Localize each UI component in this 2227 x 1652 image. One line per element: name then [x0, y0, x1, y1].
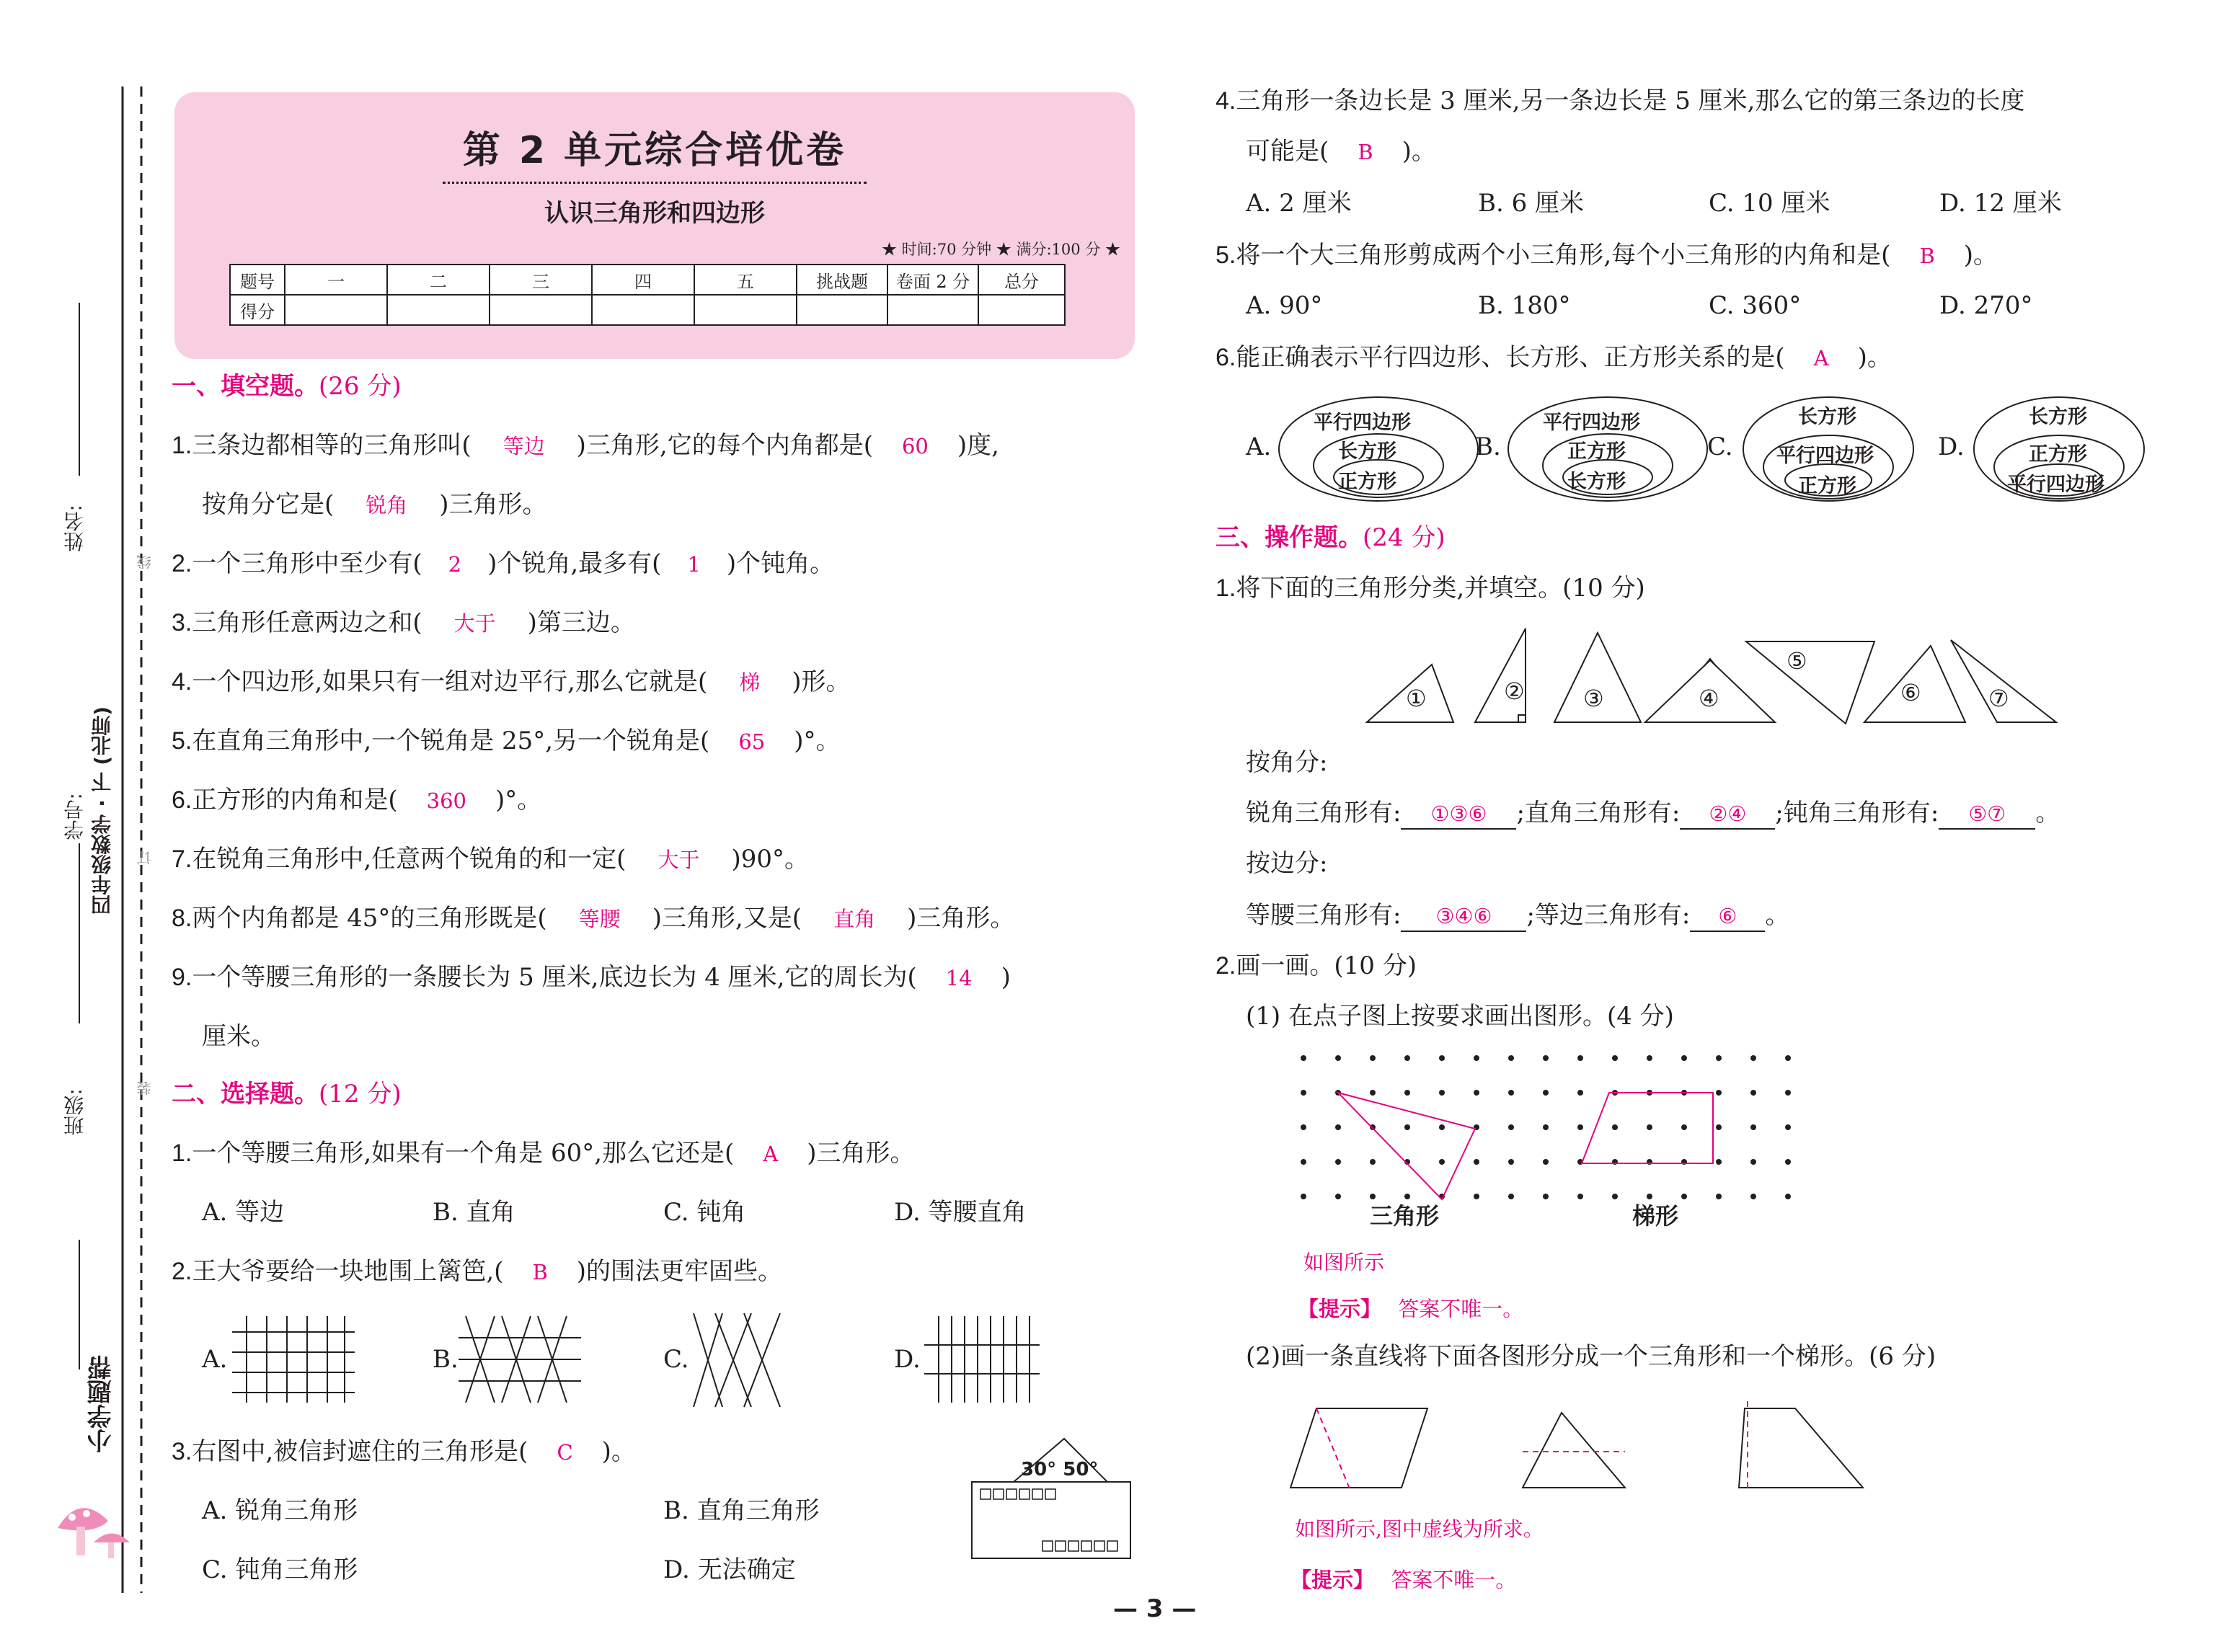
hint-label: 【提示】: [1298, 1297, 1382, 1321]
envelope-angle-label: 30° 50°: [1021, 1459, 1099, 1480]
triangle-5: [1746, 641, 1874, 724]
binding-mark-zhuang: 装: [136, 1081, 154, 1096]
angle-classification: 锐角三角形有: ①③⑥ ;直角三角形有: ②④ ;钝角三角形有: ⑤⑦ 。: [1246, 799, 2060, 830]
grid-dot: [1785, 1090, 1791, 1096]
score-table-score-row: [230, 295, 1065, 325]
grid-dot: [1785, 1159, 1791, 1165]
score-table-header-row: [230, 265, 1065, 295]
option-a[interactable]: A. 2 厘米: [1246, 189, 1352, 218]
title-divider: [443, 182, 867, 184]
grid-dot: [1716, 1194, 1722, 1199]
answer: 大于: [453, 611, 496, 636]
score-cell: 一: [285, 265, 387, 295]
page-number: — 3 —: [1113, 1594, 1197, 1623]
grid-dot: [1335, 1194, 1341, 1199]
shape-triangle: [1523, 1413, 1625, 1488]
s2-question-2: 2.王大爷要给一块地围上篱笆,( B )的围法更牢固些。: [172, 1257, 783, 1286]
answer: A: [1813, 346, 1829, 370]
fence-diagram-c: [694, 1313, 787, 1407]
score-cell: 三: [490, 265, 592, 295]
by-side-label: 按边分:: [1246, 849, 1328, 878]
grid-dot: [1543, 1194, 1549, 1199]
grid-dot: [1508, 1159, 1514, 1165]
grid-dot: [1474, 1194, 1479, 1199]
answer: C: [557, 1440, 573, 1465]
score-cell: 四: [592, 265, 694, 295]
section1-score: (26 分): [319, 372, 402, 401]
divide-shapes[interactable]: [1290, 1394, 1882, 1495]
venn-c-middle: 平行四边形: [1776, 445, 1874, 467]
s3-q2-part1: (1) 在点子图上按要求画出图形。(4 分): [1246, 1002, 1674, 1031]
grid-dot: [1301, 1055, 1306, 1061]
venn-a-outer: 平行四边形: [1314, 412, 1411, 434]
grid-dot: [1474, 1159, 1479, 1165]
option-a[interactable]: A.: [1246, 432, 1272, 461]
fence-diagram-a: [232, 1316, 355, 1403]
hint-2: [1290, 1564, 1516, 1594]
option-c[interactable]: C. 钝角: [663, 1198, 746, 1227]
section1-title: 一、填空题。: [172, 372, 319, 401]
exam-meta: ★ 时间:70 分钟 ★ 满分:100 分 ★: [881, 241, 1120, 258]
brand-label: 小学题帮: [87, 1355, 116, 1453]
grid-dot: [1543, 1090, 1549, 1096]
side-classification: 等腰三角形有: ③④⑥ ;等边三角形有: ⑥ 。: [1246, 901, 1789, 932]
venn-d-inner: 平行四边形: [2007, 474, 2104, 496]
grid-dot: [1647, 1055, 1652, 1061]
obtuse-answer[interactable]: ⑤⑦: [1939, 799, 2035, 830]
option-a[interactable]: A. 锐角三角形: [202, 1496, 358, 1525]
s2-question-1: 1.一个等腰三角形,如果有一个角是 60°,那么它还是( A )三角形。: [172, 1139, 915, 1168]
hint-label: 【提示】: [1290, 1568, 1375, 1592]
score-input-cell[interactable]: [887, 295, 978, 325]
answer: 梯: [739, 670, 761, 695]
s1-question-1: 1.三条边都相等的三角形叫( 等边 )三角形,它的每个内角都是( 60 )度,: [172, 431, 999, 460]
answer: 锐角: [366, 493, 408, 518]
option-d[interactable]: D. 270°: [1939, 291, 2033, 320]
isosceles-answer[interactable]: ③④⑥: [1401, 902, 1526, 932]
score-input-cell[interactable]: [797, 295, 887, 325]
binding-mark-line: 线: [136, 555, 154, 569]
dot-grid[interactable]: [1295, 1049, 1814, 1208]
s3-question-2: 2.画一画。(10 分): [1216, 951, 1417, 980]
answer: 65: [738, 729, 766, 754]
answer: 直角: [833, 907, 876, 931]
section3-score: (24 分): [1363, 523, 1445, 552]
fence-diagram-b: [459, 1316, 581, 1403]
score-cell: 二: [387, 265, 490, 295]
triangle-label-6: ⑥: [1900, 679, 1921, 706]
answer: B: [1358, 140, 1373, 164]
grid-dot: [1577, 1055, 1583, 1061]
grid-dot: [1543, 1055, 1549, 1061]
hint-text: 答案不唯一。: [1391, 1568, 1517, 1592]
score-input-cell[interactable]: [978, 295, 1065, 325]
section2-heading: [172, 1080, 402, 1109]
grid-dot: [1750, 1194, 1756, 1199]
grid-dot: [1370, 1159, 1376, 1165]
section2-score: (12 分): [319, 1080, 402, 1109]
option-d[interactable]: D. 12 厘米: [1939, 189, 2062, 218]
grid-dot: [1404, 1090, 1410, 1096]
option-d[interactable]: D.: [1938, 432, 1965, 461]
option-d[interactable]: D. 等腰直角: [894, 1198, 1027, 1227]
answer: A: [763, 1142, 779, 1166]
venn-b-inner: 长方形: [1567, 471, 1626, 493]
s2-question-4-line2: 可能是( B )。: [1246, 137, 1436, 166]
hint-text: 答案不唯一。: [1398, 1297, 1524, 1321]
option-b[interactable]: B. 6 厘米: [1478, 189, 1585, 218]
option-b[interactable]: B. 180°: [1478, 291, 1571, 320]
section3-heading: [1216, 523, 1445, 552]
hint-1: [1298, 1293, 1523, 1323]
venn-c-inner: 正方形: [1798, 475, 1856, 497]
answer-note-1: 如图所示: [1303, 1251, 1385, 1274]
s1-question-3: 3.三角形任意两边之和( 大于 )第三边。: [172, 608, 635, 637]
fence-diagram-d: [924, 1316, 1040, 1403]
s1-question-5: 5.在直角三角形中,一个锐角是 25°,另一个锐角是( 65 )°。: [172, 727, 841, 755]
grid-dot: [1370, 1055, 1376, 1061]
answer: 1: [687, 552, 701, 577]
student-id-label: 学号:: [63, 793, 87, 840]
grid-dot: [1577, 1090, 1583, 1096]
option-b[interactable]: B. 直角三角形: [663, 1496, 820, 1525]
answer: 360: [426, 789, 466, 813]
answer: 等边: [502, 434, 545, 458]
answer: 等腰: [578, 907, 621, 931]
s3-q2-part2: (2)画一条直线将下面各图形分成一个三角形和一个梯形。(6 分): [1246, 1342, 1936, 1371]
grid-dot: [1750, 1055, 1756, 1061]
grid-dot: [1404, 1055, 1410, 1061]
score-row-label: 得分: [230, 295, 285, 325]
answer: B: [532, 1260, 548, 1284]
grid-dot: [1681, 1055, 1687, 1061]
grid-dot: [1370, 1090, 1376, 1096]
grid-dot: [1681, 1124, 1687, 1130]
s1-question-7: 7.在锐角三角形中,任意两个锐角的和一定( 大于 )90°。: [172, 845, 809, 874]
option-a[interactable]: A.: [202, 1345, 228, 1374]
option-b[interactable]: B. 直角: [433, 1198, 515, 1227]
triangle-2: [1475, 629, 1526, 722]
score-cell: 总分: [978, 265, 1065, 295]
book-label: 四年级数学 · 下 (北师): [90, 706, 114, 915]
venn-a-middle: 长方形: [1338, 440, 1396, 463]
grid-dot: [1301, 1194, 1306, 1199]
grid-dot: [1681, 1194, 1687, 1199]
name-label: 姓名:: [63, 505, 87, 552]
right-answer[interactable]: ②④: [1680, 799, 1775, 830]
grid-dot: [1577, 1194, 1583, 1199]
grid-dot: [1785, 1124, 1791, 1130]
shape-trapezoid: [1739, 1408, 1863, 1488]
grid-dot: [1750, 1124, 1756, 1130]
grid-dot: [1508, 1124, 1514, 1130]
acute-answer[interactable]: ①③⑥: [1401, 799, 1516, 830]
dividing-line: [1316, 1408, 1351, 1492]
dot-grid-triangle-label: 三角形: [1370, 1202, 1440, 1230]
grid-dot: [1439, 1124, 1445, 1130]
score-cell: 题号: [230, 265, 285, 295]
equilateral-answer[interactable]: ⑥: [1690, 902, 1765, 932]
grid-dot: [1404, 1124, 1410, 1130]
triangle-label-2: ②: [1504, 678, 1525, 705]
score-cell: 挑战题: [797, 265, 887, 295]
answer: 60: [901, 434, 929, 458]
venn-a-inner: 正方形: [1338, 471, 1396, 493]
s2-question-5: 5.将一个大三角形剪成两个小三角形,每个小三角形的内角和是( B )。: [1216, 241, 1998, 270]
option-a[interactable]: A. 等边: [202, 1198, 285, 1227]
option-d[interactable]: D. 无法确定: [663, 1555, 796, 1584]
grid-dot: [1301, 1090, 1306, 1096]
grid-dot: [1785, 1194, 1791, 1199]
score-input-cell[interactable]: [694, 295, 797, 325]
score-input-cell[interactable]: [490, 295, 592, 325]
mushroom-logo: [50, 1492, 137, 1564]
by-angle-label: 按角分:: [1246, 748, 1328, 777]
page-title: 第 2 单元综合培优卷: [462, 129, 847, 172]
grid-dot: [1716, 1124, 1722, 1130]
answer-note-2: 如图所示,图中虚线为所求。: [1295, 1517, 1544, 1541]
grid-dot: [1439, 1055, 1445, 1061]
grid-dot: [1716, 1159, 1722, 1165]
answer: 14: [945, 966, 973, 990]
grid-dot: [1612, 1055, 1618, 1061]
grid-dot: [1508, 1194, 1514, 1199]
class-label: 班级:: [63, 1088, 87, 1136]
s1-question-1-line2: 按角分它是( 锐角 )三角形。: [202, 490, 547, 519]
grid-dot: [1716, 1055, 1722, 1061]
s2-question-3: 3.右图中,被信封遮住的三角形是( C )。: [172, 1437, 636, 1466]
grid-dot: [1301, 1124, 1306, 1130]
s2-question-4: 4.三角形一条边长是 3 厘米,另一条边长是 5 厘米,那么它的第三条边的长度: [1216, 86, 2025, 115]
option-b[interactable]: B.: [1475, 432, 1501, 461]
option-c[interactable]: C. 10 厘米: [1709, 189, 1830, 218]
venn-b-outer: 平行四边形: [1543, 412, 1640, 434]
page-subtitle: 认识三角形和四边形: [544, 199, 765, 228]
grid-dot: [1543, 1159, 1549, 1165]
triangle-label-3: ③: [1583, 685, 1604, 712]
grid-dot: [1543, 1124, 1549, 1130]
answer: 2: [448, 552, 462, 577]
header-box: [174, 92, 1135, 359]
venn-c-outer: 长方形: [1798, 406, 1856, 428]
s1-question-4: 4.一个四边形,如果只有一组对边平行,那么它就是( 梯 )形。: [172, 667, 851, 696]
answer: 大于: [658, 848, 700, 872]
grid-dot: [1612, 1194, 1618, 1199]
envelope-diagram: [970, 1434, 1136, 1564]
grid-dot: [1508, 1090, 1514, 1096]
option-c[interactable]: C. 钝角三角形: [202, 1555, 358, 1584]
classification-triangles: [1360, 624, 2066, 740]
option-c[interactable]: C. 360°: [1709, 291, 1802, 320]
venn-d-middle: 正方形: [2029, 443, 2087, 466]
triangle-label-7: ⑦: [1988, 685, 2009, 712]
grid-dot: [1785, 1055, 1791, 1061]
s1-question-6: 6.正方形的内角和是( 360 )°。: [172, 786, 542, 814]
grid-dot: [1439, 1090, 1445, 1096]
grid-dot: [1335, 1159, 1341, 1165]
section2-title: 二、选择题。: [172, 1080, 319, 1109]
s1-question-9: 9.一个等腰三角形的一条腰长为 5 厘米,底边长为 4 厘米,它的周长为( 14 ): [172, 963, 1011, 992]
option-d[interactable]: D.: [894, 1345, 921, 1374]
grid-dot: [1612, 1124, 1618, 1130]
answer: B: [1919, 244, 1935, 268]
triangle-label-5: ⑤: [1787, 647, 1807, 675]
grid-dot: [1474, 1055, 1479, 1061]
option-c[interactable]: C.: [1707, 432, 1733, 461]
triangle-label-1: ①: [1406, 685, 1427, 712]
score-table: [229, 264, 1066, 326]
grid-dot: [1474, 1090, 1479, 1096]
binding-mark-ding: 订: [136, 851, 154, 865]
score-input-cell[interactable]: [387, 295, 490, 325]
s1-question-2: 2.一个三角形中至少有( 2 )个锐角,最多有( 1 )个钝角。: [172, 549, 835, 578]
grid-dot: [1750, 1159, 1756, 1165]
grid-dot: [1301, 1159, 1306, 1165]
dot-grid-trapezoid-label: 梯形: [1632, 1202, 1679, 1230]
drawn-triangle: [1338, 1093, 1475, 1199]
grid-dot: [1716, 1090, 1722, 1096]
grid-dot: [1439, 1159, 1445, 1165]
grid-dot: [1335, 1055, 1341, 1061]
option-c[interactable]: C.: [663, 1345, 689, 1374]
section3-title: 三、操作题。: [1216, 523, 1363, 552]
grid-dot: [1335, 1124, 1341, 1130]
grid-dot: [1577, 1124, 1583, 1130]
grid-dot: [1750, 1090, 1756, 1096]
grid-dot: [1508, 1055, 1514, 1061]
s2-question-6: 6.能正确表示平行四边形、长方形、正方形关系的是( A )。: [1216, 343, 1892, 372]
grid-dot: [1647, 1124, 1652, 1130]
triangle-label-4: ④: [1699, 685, 1719, 712]
venn-b-middle: 正方形: [1567, 440, 1626, 463]
score-cell: 卷面 2 分: [887, 265, 978, 295]
s1-question-8: 8.两个内角都是 45°的三角形既是( 等腰 )三角形,又是( 直角 )三角形。: [172, 904, 1015, 933]
s3-question-1: 1.将下面的三角形分类,并填空。(10 分): [1216, 574, 1645, 603]
option-a[interactable]: A. 90°: [1246, 291, 1323, 320]
score-input-cell[interactable]: [285, 295, 387, 325]
option-b[interactable]: B.: [433, 1345, 459, 1374]
shape-parallelogram: [1290, 1408, 1427, 1488]
venn-d-outer: 长方形: [2029, 406, 2087, 428]
section1-heading: [172, 372, 402, 401]
score-cell: 五: [694, 265, 797, 295]
s1-question-9-line2: 厘米。: [202, 1022, 275, 1051]
score-input-cell[interactable]: [592, 295, 694, 325]
